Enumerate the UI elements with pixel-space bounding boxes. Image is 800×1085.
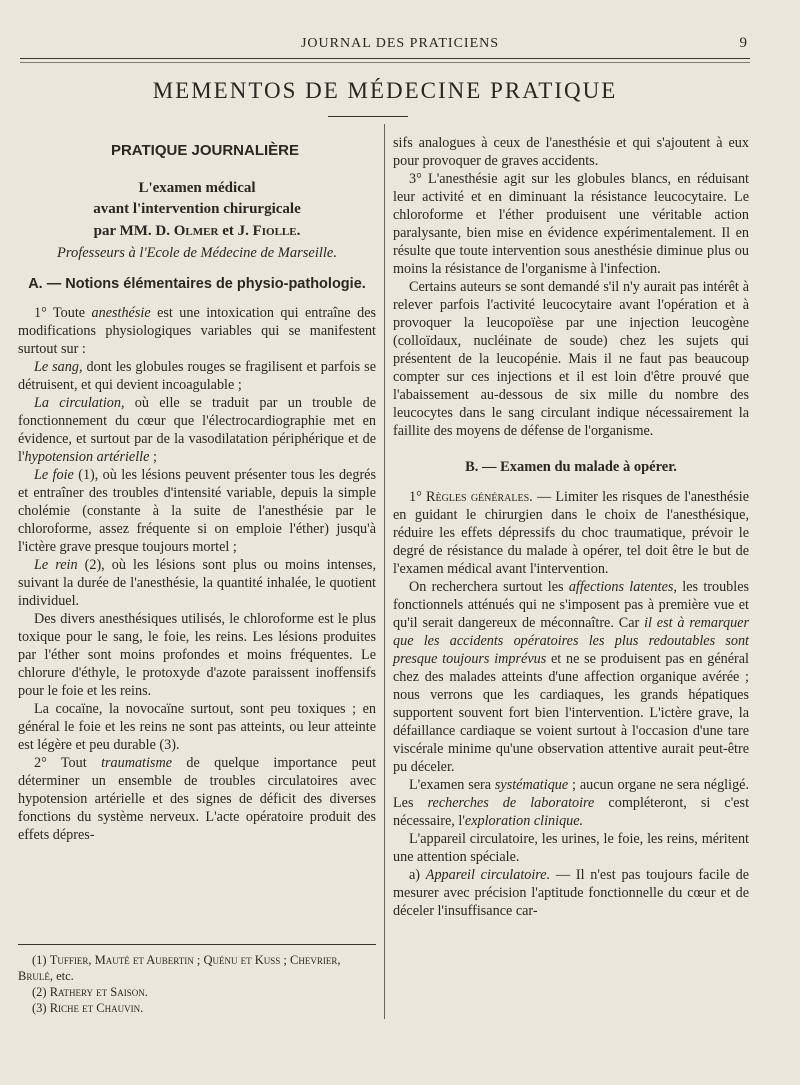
paragraph: 2° Tout traumatisme de quelque importance peut déterminer un ensemble de troubles circulatoires avec hypotension artérielle et des signes de déficit des diverses fonctions du système nerveux. L'acte opératoire produit des effets dépres- [18, 755, 377, 843]
section-heading: PRATIQUE JOURNALIÈRE [110, 142, 300, 159]
paragraph: 1° Règles générales. — Limiter les risques de l'anesthésie en guidant le chirurgien dans le choix de l'anesthésique, réduire les effets dépressifs du choc traumatique, prévoir le degré de résistance du malade à opérer, tel doit être le but de l'examen médical avant l'intervention. [393, 489, 749, 577]
main-title: MEMENTOS DE MÉDECINE PRATIQUE [152, 78, 618, 103]
title-rule [328, 116, 408, 117]
header-rule [20, 58, 750, 59]
paragraph: On recherchera surtout les affections latentes, les troubles fonctionnels atténués qui ne s'imposent pas à première vue et qu'il serait dangereux de méconnaître. Car il est à remarquer que les accidents opératoires les plus redoutables sont presque toujours imprévus et ne se produisent pas en général chez des malades atteints d'une affection organique avérée ; nous verrons que les cardiaques, les grands hépatiques supportent souvent fort bien l'intervention. L'ictère grave, la défaillance cardiaque se voient surtout à l'occasion d'une tare viscérale minime qu'une observation attentive aurait peut-être pu déceler. [393, 579, 750, 775]
paragraph: Certains auteurs se sont demandé s'il n'y aurait pas intérêt à relever parfois l'activité leucocytaire avant l'opération et à provoquer la leucopoïèse par une injection leucogène (colloïdaux, nucléinate de soude) chez les sujets qui présentent de la leucopénie. Mais il ne faut pas beaucoup compter sur ces injections et il est loin d'être prouvé que l'abaissement au-dessous de six mille du nombre des leucocytes dans le sang circulant indique nécessairement la faillite des moyens de défense de l'organisme. [393, 279, 749, 439]
footnote-3: (3) Riche et Chauvin. [32, 1001, 144, 1015]
authors: par MM. D. Olmer et J. Fiolle. [93, 223, 301, 239]
paragraph: 3° L'anesthésie agit sur les globules blancs, en réduisant leur activité et en diminuant la résistance leucocytaire. Le chloroforme et l'éther produisent une véritable action paralysante, bien mise en évidence expérimentalement. Il en résulte que toute intervention sous anesthésie diminue plus ou moins la résistance de l'organisme à l'infection. [393, 171, 749, 277]
paragraph: La cocaïne, la novocaïne surtout, sont peu toxiques ; en général le foie et les reins ne sont pas atteints, ou leur atteinte est légère et peu durable (3). [18, 701, 376, 753]
paragraph: La circulation, où elle se traduit par un trouble de fonctionnement du cœur que l'électrocardiographie met en évidence, et surtout par de la vasodilatation périphérique et de l'hypotension artérielle ; [18, 395, 377, 465]
right-column [393, 134, 749, 920]
subsection-a-heading: A. — Notions élémentaires de physio-pathologie. [28, 276, 366, 292]
footnote-rule [18, 944, 376, 945]
paragraph: a) Appareil circulatoire. — Il n'est pas toujours facile de mesurer avec précision l'aptitude fonctionnelle du cœur et de déceler l'insuffisance car- [393, 867, 750, 919]
article-title-line-1: L'examen médical [138, 180, 256, 196]
subsection-b-heading: B. — Examen du malade à opérer. [465, 459, 677, 475]
footnote-2: (2) Rathery et Saison. [32, 985, 148, 999]
paragraph: L'appareil circulatoire, les urines, le foie, les reins, méritent une attention spéciale. [393, 831, 749, 865]
running-head-title: JOURNAL DES PRATICIENS [300, 36, 500, 51]
article-title-line-2: avant l'intervention chirurgicale [93, 201, 301, 217]
paragraph: L'examen sera systématique ; aucun organe ne sera négligé. Les recherches de laboratoire compléteront, si c'est nécessaire, l'exploration clinique. [393, 777, 750, 829]
column-divider [384, 124, 385, 1019]
paragraph: 1° Toute anesthésie est une intoxication qui entraîne des modifications physiologiques variables qui se manifestent surtout sur : [18, 305, 377, 357]
footnote-1: (1) Tuffier, Mauté et Aubertin ; Quénu et Kuss ; Chevrier, Brulé, etc. [18, 953, 341, 983]
affiliation: Professeurs à l'Ecole de Médecine de Marseille. [57, 245, 337, 261]
paragraph: Le foie (1), où les lésions peuvent présenter tous les degrés et entraîner des troubles d'intensité variable, depuis la simple cholémie (constante à la suite de l'anesthésie par le chloroforme, assez fréquente si on emploie l'éther) jusqu'à l'ictère grave presque toujours mortel ; [18, 467, 376, 555]
page-number: 9 [739, 35, 747, 51]
header-rule-2 [20, 62, 750, 63]
paragraph: Le sang, dont les globules rouges se fragilisent et parfois se détruisent, et qui devient incoagulable ; [18, 359, 376, 393]
left-column [18, 134, 376, 844]
paragraph: sifs analogues à ceux de l'anesthésie et qui s'ajoutent à eux pour provoquer de graves accidents. [393, 135, 749, 169]
paragraph: Le rein (2), où les lésions sont plus ou moins intenses, suivant la durée de l'anesthésie, la quantité inhalée, le quotient individuel. [18, 557, 376, 609]
paragraph: Des divers anesthésiques utilisés, le chloroforme est le plus toxique pour le sang, le foie, les reins. Les lésions produites par l'éther sont moins profondes et moins fréquentes. Le chlorure d'éthyle, le protoxyde d'azote paraissent inoffensifs pour le foie et les reins. [18, 611, 376, 699]
footnotes [18, 952, 376, 1016]
